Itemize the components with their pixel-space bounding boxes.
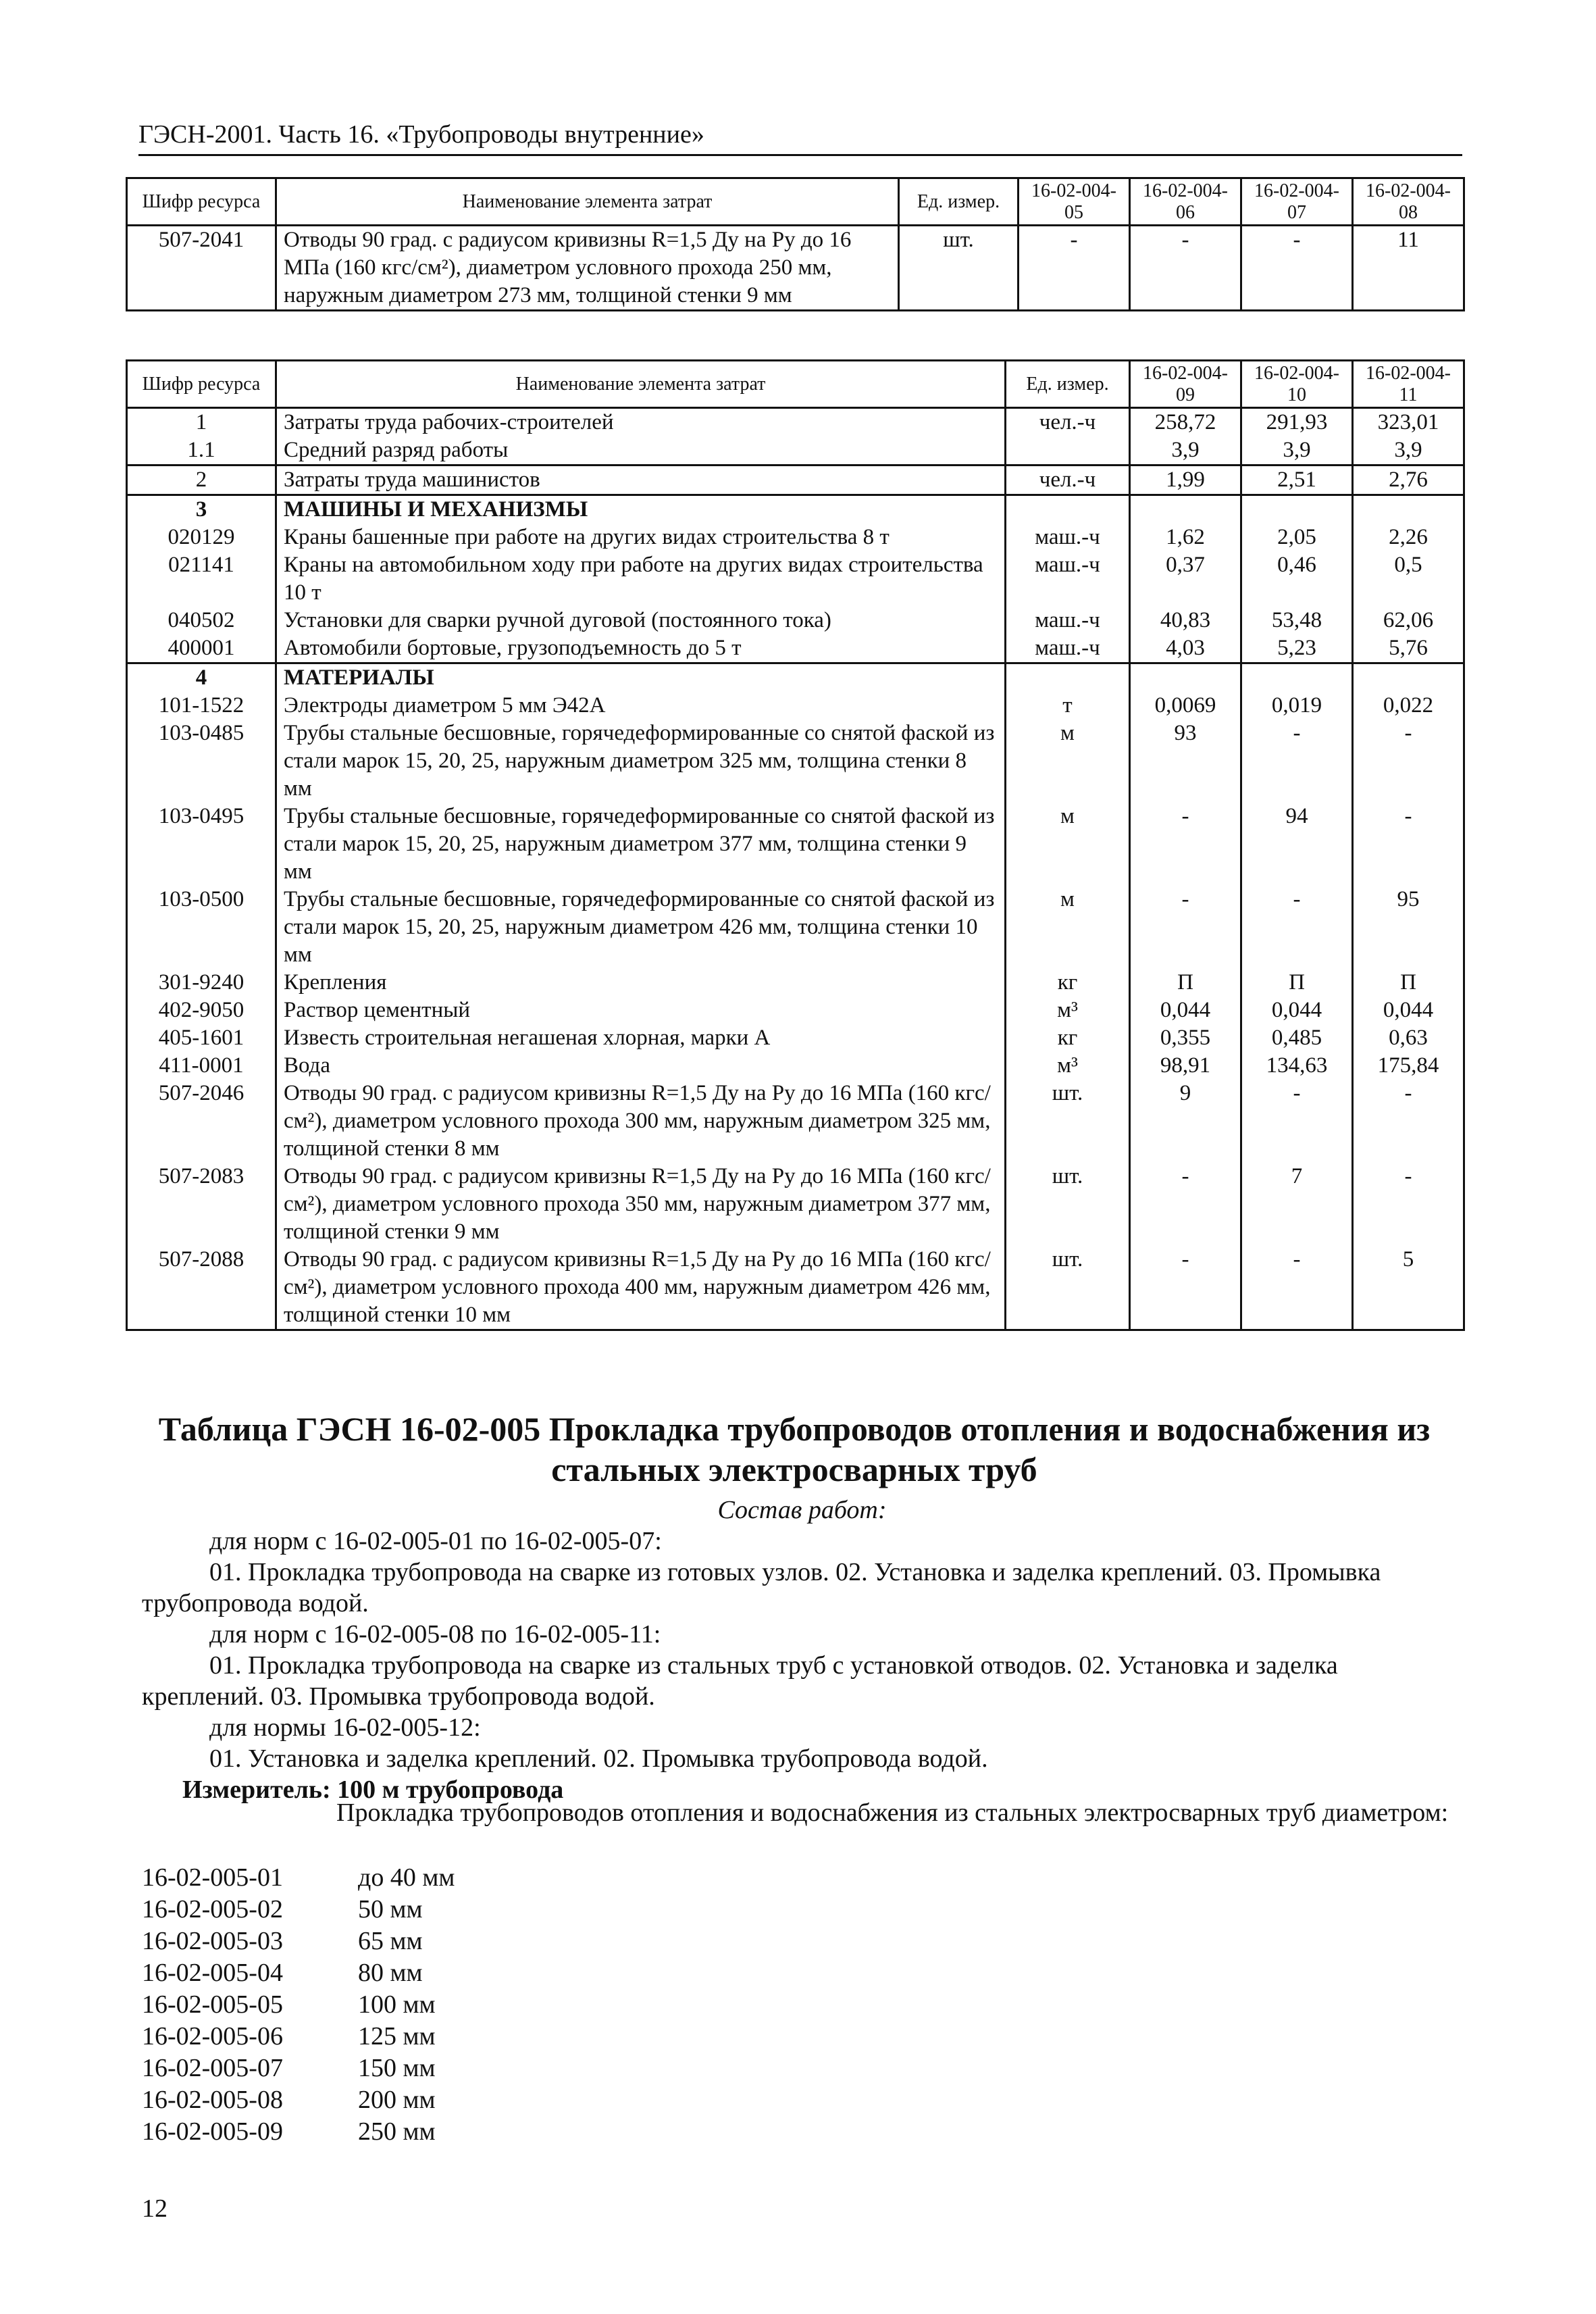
resource-code: 1	[127, 408, 276, 437]
col-header-code: Шифр ресурса	[127, 178, 276, 226]
table-row	[127, 1080, 1464, 1163]
page-number: 12	[142, 2194, 168, 2223]
resource-code: 411-0001	[127, 1052, 276, 1080]
resource-unit: м³	[1006, 1052, 1130, 1080]
norm-diameter: 65 мм	[358, 1927, 423, 1955]
resource-value: 53,48	[1241, 607, 1353, 634]
paragraph: для норм с 16-02-005-08 по 16-02-005-11:	[209, 1620, 661, 1649]
resource-unit: кг	[1006, 1024, 1130, 1052]
resource-name: МАШИНЫ И МЕХАНИЗМЫ	[276, 495, 1006, 524]
resource-value: 0,37	[1130, 551, 1241, 607]
resource-unit: маш.-ч	[1006, 607, 1130, 634]
col-header-name: Наименование элемента затрат	[276, 361, 1006, 408]
list-item	[142, 2084, 455, 2116]
resource-value: 3,9	[1353, 436, 1464, 466]
table-row	[127, 436, 1464, 466]
paragraph: 01. Установка и заделка креплений. 02. Промывка трубопровода водой.	[209, 1744, 988, 1773]
resource-value: 7	[1241, 1163, 1353, 1246]
work-composition-heading: Состав работ:	[717, 1496, 887, 1524]
resource-value: П	[1353, 969, 1464, 997]
resource-value: -	[1241, 1246, 1353, 1330]
table-row	[127, 226, 1464, 311]
resource-unit: м³	[1006, 997, 1130, 1024]
resource-unit: маш.-ч	[1006, 634, 1130, 663]
resource-value: 258,72	[1130, 408, 1241, 437]
col-header-norm: 16-02-004-07	[1241, 178, 1353, 226]
resource-value: 1,99	[1130, 466, 1241, 495]
resource-name: МАТЕРИАЛЫ	[276, 663, 1006, 693]
resource-value: -	[1130, 1163, 1241, 1246]
section-title: Таблица ГЭСН 16-02-005 Прокладка трубопроводов отопления и водоснабжения из стальных электросварных труб	[158, 1410, 1431, 1488]
resource-code: 400001	[127, 634, 276, 663]
col-header-norm: 16-02-004-06	[1130, 178, 1241, 226]
resource-unit: чел.-ч	[1006, 466, 1130, 495]
col-header-name: Наименование элемента затрат	[276, 178, 899, 226]
norm-code: 16-02-005-08	[142, 2086, 283, 2114]
resource-value: 2,05	[1241, 524, 1353, 551]
norm-code: 16-02-005-02	[142, 1895, 283, 1923]
resource-value	[1241, 495, 1353, 524]
resource-value: -	[1353, 803, 1464, 886]
resource-value: -	[1130, 1246, 1241, 1330]
paragraph: 01. Прокладка трубопровода на сварке из готовых узлов. 02. Установка и заделка креплений. 03. Промывка трубопровода водой.	[142, 1558, 1381, 1617]
resource-value: 2,76	[1353, 466, 1464, 495]
resource-unit: т	[1006, 692, 1130, 720]
resource-name: Электроды диаметром 5 мм Э42А	[276, 692, 1006, 720]
resource-code: 103-0495	[127, 803, 276, 886]
resource-code: 020129	[127, 524, 276, 551]
running-header: ГЭСН-2001. Часть 16. «Трубопроводы внутренние»	[138, 119, 1462, 156]
table-row	[127, 1052, 1464, 1080]
resource-value: 0,044	[1241, 997, 1353, 1024]
norm-list	[142, 1862, 455, 2148]
table-row	[127, 466, 1464, 495]
resource-unit: м	[1006, 886, 1130, 969]
resource-name: Краны башенные при работе на других видах строительства 8 т	[276, 524, 1006, 551]
resource-value: -	[1353, 1080, 1464, 1163]
resource-code: 507-2088	[127, 1246, 276, 1330]
list-item	[142, 1957, 455, 1989]
resource-unit: м	[1006, 720, 1130, 803]
norm-diameter: до 40 мм	[358, 1863, 455, 1892]
resource-value: 2,51	[1241, 466, 1353, 495]
resource-value: 134,63	[1241, 1052, 1353, 1080]
norm-diameter: 50 мм	[358, 1895, 423, 1923]
norm-code: 16-02-005-06	[142, 2022, 283, 2051]
resource-code: 301-9240	[127, 969, 276, 997]
table-row	[127, 1163, 1464, 1246]
list-item	[142, 2053, 455, 2084]
resource-value: -	[1353, 720, 1464, 803]
resource-name: Вода	[276, 1052, 1006, 1080]
measure-unit: Измеритель: 100 м трубопровода	[182, 1776, 564, 1804]
norm-code: 16-02-005-07	[142, 2054, 283, 2082]
resource-table-1	[126, 177, 1465, 311]
resource-code: 507-2041	[127, 226, 276, 311]
resource-value: 3,9	[1130, 436, 1241, 466]
resource-value: 11	[1353, 226, 1464, 311]
resource-value: 98,91	[1130, 1052, 1241, 1080]
col-header-norm: 16-02-004-10	[1241, 361, 1353, 408]
resource-unit: шт.	[1006, 1163, 1130, 1246]
norm-diameter: 150 мм	[358, 2054, 436, 2082]
resource-value: П	[1130, 969, 1241, 997]
col-header-norm: 16-02-004-09	[1130, 361, 1241, 408]
table-row	[127, 692, 1464, 720]
norm-diameter: 100 мм	[358, 1990, 436, 2019]
resource-unit: чел.-ч	[1006, 408, 1130, 437]
resource-code: 4	[127, 663, 276, 693]
norm-diameter: 250 мм	[358, 2117, 436, 2146]
resource-value: 0,63	[1353, 1024, 1464, 1052]
list-item	[142, 1862, 455, 1894]
resource-name: Известь строительная негашеная хлорная, марки А	[276, 1024, 1006, 1052]
resource-value: 95	[1353, 886, 1464, 969]
list-item	[142, 1926, 455, 1957]
table-row	[127, 720, 1464, 803]
resource-table-2-body	[127, 408, 1464, 1330]
norm-diameter: 125 мм	[358, 2022, 436, 2051]
table-row	[127, 524, 1464, 551]
col-header-code: Шифр ресурса	[127, 361, 276, 408]
norm-diameter: 200 мм	[358, 2086, 436, 2114]
resource-value: 40,83	[1130, 607, 1241, 634]
table-row	[127, 634, 1464, 663]
norm-diameter: 80 мм	[358, 1959, 423, 1987]
table-row	[127, 969, 1464, 997]
resource-value: -	[1241, 226, 1353, 311]
table-row	[127, 1246, 1464, 1330]
list-item	[142, 1894, 455, 1926]
resource-name: Автомобили бортовые, грузоподъемность до 5 т	[276, 634, 1006, 663]
resource-code: 103-0485	[127, 720, 276, 803]
resource-name: Краны на автомобильном ходу при работе на других видах строительства 10 т	[276, 551, 1006, 607]
resource-code: 507-2083	[127, 1163, 276, 1246]
resource-value: 93	[1130, 720, 1241, 803]
norm-code: 16-02-005-01	[142, 1863, 283, 1892]
resource-value: -	[1130, 886, 1241, 969]
table-row	[127, 663, 1464, 693]
resource-code: 103-0500	[127, 886, 276, 969]
resource-unit	[1006, 436, 1130, 466]
table-row	[127, 551, 1464, 607]
resource-value: 5,23	[1241, 634, 1353, 663]
resource-value: 2,26	[1353, 524, 1464, 551]
resource-value: 5	[1353, 1246, 1464, 1330]
resource-code: 040502	[127, 607, 276, 634]
resource-code: 507-2046	[127, 1080, 276, 1163]
paragraph: 01. Прокладка трубопровода на сварке из стальных труб с установкой отводов. 02. Установка и заделка креплений. 03. Промывка трубопровода водой.	[142, 1651, 1338, 1711]
resource-name: Отводы 90 град. с радиусом кривизны R=1,5 Ду на Ру до 16 МПа (160 кгс/см²), диаметром условного прохода 250 мм, наружным диаметром 273 мм, толщиной стенки 9 мм	[276, 226, 899, 311]
resource-value: 62,06	[1353, 607, 1464, 634]
col-header-norm: 16-02-004-11	[1353, 361, 1464, 408]
resource-value: П	[1241, 969, 1353, 997]
table-row	[127, 886, 1464, 969]
resource-name: Средний разряд работы	[276, 436, 1006, 466]
resource-unit: шт.	[899, 226, 1019, 311]
table-row	[127, 607, 1464, 634]
resource-code: 101-1522	[127, 692, 276, 720]
table-row	[127, 997, 1464, 1024]
resource-value: 1,62	[1130, 524, 1241, 551]
resource-name: Отводы 90 град. с радиусом кривизны R=1,5 Ду на Ру до 16 МПа (160 кгс/см²), диаметром условного прохода 300 мм, наружным диаметром 325 мм, толщиной стенки 8 мм	[276, 1080, 1006, 1163]
resource-value: 0,044	[1353, 997, 1464, 1024]
resource-value: 0,5	[1353, 551, 1464, 607]
resource-value: 0,46	[1241, 551, 1353, 607]
list-item	[142, 2021, 455, 2053]
work-composition	[142, 1494, 1462, 1805]
resource-code: 1.1	[127, 436, 276, 466]
resource-value: 9	[1130, 1080, 1241, 1163]
resource-value: -	[1130, 226, 1241, 311]
col-header-unit: Ед. измер.	[1006, 361, 1130, 408]
table-row	[127, 803, 1464, 886]
resource-value	[1241, 663, 1353, 693]
resource-code: 2	[127, 466, 276, 495]
resource-value: -	[1241, 1080, 1353, 1163]
resource-value	[1130, 495, 1241, 524]
resource-code: 405-1601	[127, 1024, 276, 1052]
resource-table-2	[126, 359, 1465, 1331]
resource-value: -	[1241, 720, 1353, 803]
resource-value: -	[1241, 886, 1353, 969]
resource-value: 291,93	[1241, 408, 1353, 437]
resource-unit	[1006, 663, 1130, 693]
resource-unit	[1006, 495, 1130, 524]
norm-code: 16-02-005-09	[142, 2117, 283, 2146]
resource-unit: шт.	[1006, 1246, 1130, 1330]
resource-value: 175,84	[1353, 1052, 1464, 1080]
list-item	[142, 2116, 455, 2148]
table-row	[127, 495, 1464, 524]
table-row	[127, 408, 1464, 437]
resource-value	[1353, 495, 1464, 524]
resource-value: 0,019	[1241, 692, 1353, 720]
resource-name: Затраты труда машинистов	[276, 466, 1006, 495]
resource-name: Трубы стальные бесшовные, горячедеформированные со снятой фаской из стали марок 15, 20, 25, наружным диаметром 325 мм, толщина стенки 8 мм	[276, 720, 1006, 803]
resource-unit: маш.-ч	[1006, 524, 1130, 551]
resource-value: -	[1019, 226, 1130, 311]
resource-value: 0,355	[1130, 1024, 1241, 1052]
resource-name: Затраты труда рабочих-строителей	[276, 408, 1006, 437]
paragraph: для нормы 16-02-005-12:	[209, 1713, 481, 1742]
resource-name: Трубы стальные бесшовные, горячедеформированные со снятой фаской из стали марок 15, 20, 25, наружным диаметром 426 мм, толщина стенки 10 мм	[276, 886, 1006, 969]
resource-unit: маш.-ч	[1006, 551, 1130, 607]
resource-name: Отводы 90 град. с радиусом кривизны R=1,5 Ду на Ру до 16 МПа (160 кгс/см²), диаметром условного прохода 400 мм, наружным диаметром 426 мм, толщиной стенки 10 мм	[276, 1246, 1006, 1330]
resource-code: 402-9050	[127, 997, 276, 1024]
resource-unit: шт.	[1006, 1080, 1130, 1163]
resource-value: 0,0069	[1130, 692, 1241, 720]
resource-value: -	[1353, 1163, 1464, 1246]
resource-value: 3,9	[1241, 436, 1353, 466]
resource-value	[1353, 663, 1464, 693]
resource-value: -	[1130, 803, 1241, 886]
resource-value: 0,485	[1241, 1024, 1353, 1052]
norm-code: 16-02-005-03	[142, 1927, 283, 1955]
measure-description: Прокладка трубопроводов отопления и водоснабжения из стальных электросварных труб диаметром:	[336, 1799, 1449, 1827]
resource-name: Трубы стальные бесшовные, горячедеформированные со снятой фаской из стали марок 15, 20, 25, наружным диаметром 377 мм, толщина стенки 9 мм	[276, 803, 1006, 886]
col-header-norm: 16-02-004-08	[1353, 178, 1464, 226]
resource-name: Отводы 90 град. с радиусом кривизны R=1,5 Ду на Ру до 16 МПа (160 кгс/см²), диаметром условного прохода 350 мм, наружным диаметром 377 мм, толщиной стенки 9 мм	[276, 1163, 1006, 1246]
resource-unit: кг	[1006, 969, 1130, 997]
resource-code: 3	[127, 495, 276, 524]
resource-value: 323,01	[1353, 408, 1464, 437]
col-header-norm: 16-02-004-05	[1019, 178, 1130, 226]
paragraph: для норм с 16-02-005-01 по 16-02-005-07:	[209, 1527, 662, 1555]
resource-name: Установки для сварки ручной дуговой (постоянного тока)	[276, 607, 1006, 634]
resource-value	[1130, 663, 1241, 693]
resource-value: 5,76	[1353, 634, 1464, 663]
table-row	[127, 1024, 1464, 1052]
col-header-unit: Ед. измер.	[899, 178, 1019, 226]
list-item	[142, 1989, 455, 2021]
norm-code: 16-02-005-05	[142, 1990, 283, 2019]
resource-unit: м	[1006, 803, 1130, 886]
resource-value: 0,022	[1353, 692, 1464, 720]
resource-code: 021141	[127, 551, 276, 607]
resource-name: Крепления	[276, 969, 1006, 997]
resource-name: Раствор цементный	[276, 997, 1006, 1024]
resource-value: 0,044	[1130, 997, 1241, 1024]
resource-value: 4,03	[1130, 634, 1241, 663]
norm-code: 16-02-005-04	[142, 1959, 283, 1987]
resource-value: 94	[1241, 803, 1353, 886]
